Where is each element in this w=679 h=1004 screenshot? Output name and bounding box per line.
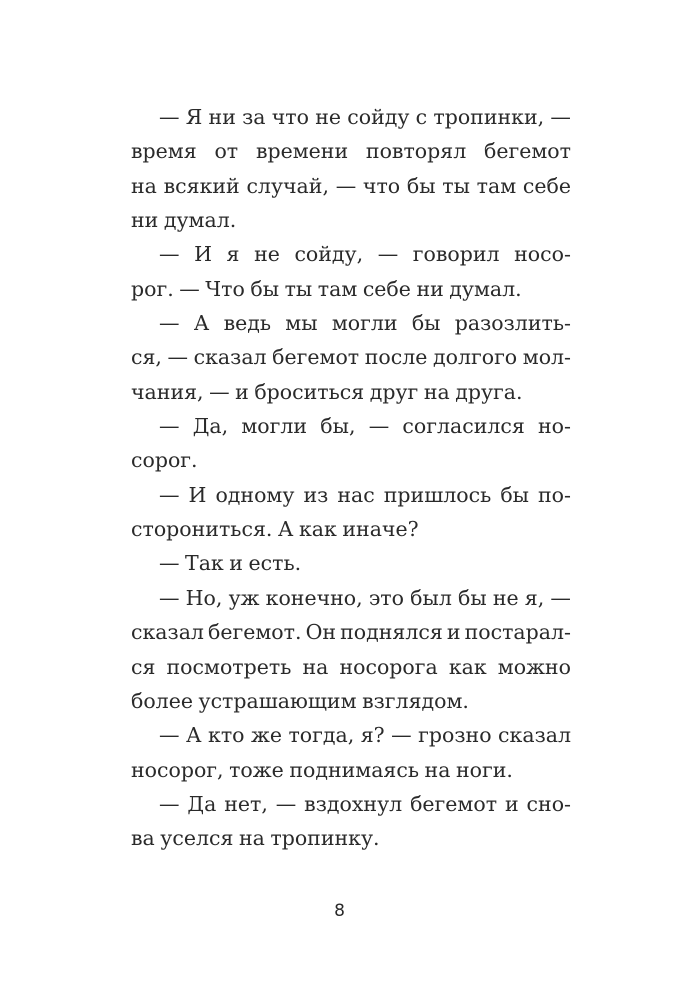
page-number: 8: [334, 901, 345, 921]
word: взглядом.: [362, 688, 469, 713]
word: поднялся: [340, 620, 443, 645]
word: —: [159, 791, 180, 816]
word: себе: [522, 173, 571, 198]
word: времени: [255, 139, 349, 164]
word: бы: [500, 482, 529, 507]
word: носорога: [339, 654, 438, 679]
word: —: [368, 414, 390, 439]
word: броситься: [254, 379, 365, 404]
text-line: [131, 306, 571, 340]
word: это: [368, 585, 404, 610]
word: согласился: [402, 414, 525, 439]
word: по-: [538, 482, 571, 507]
word: на: [423, 379, 450, 404]
word: —: [159, 723, 180, 748]
word: на: [302, 654, 329, 679]
text-line: [131, 237, 571, 271]
word: из: [303, 482, 329, 507]
word: друга.: [455, 379, 523, 404]
word: не: [315, 105, 342, 129]
word: Он: [305, 620, 337, 645]
word: ся: [131, 654, 156, 679]
word: ся,: [131, 345, 162, 370]
text-line: [131, 203, 571, 237]
word: Что: [205, 276, 245, 301]
text-line: [131, 375, 571, 409]
word: грозно: [418, 723, 492, 748]
word: бы: [250, 276, 280, 301]
word: долгого: [433, 345, 518, 370]
text-line: [131, 581, 571, 615]
word: как: [298, 517, 337, 542]
word: бы: [411, 311, 441, 336]
word: А: [277, 517, 294, 542]
word: Но,: [185, 585, 223, 610]
word: ты: [284, 276, 313, 301]
word: посмотреть: [166, 654, 292, 679]
word: не: [254, 242, 280, 267]
text-line: [131, 169, 571, 203]
word: на: [238, 826, 265, 851]
word: с: [415, 105, 428, 129]
word: более: [131, 688, 193, 713]
word: на: [131, 173, 157, 198]
word: —: [159, 105, 180, 129]
word: от: [214, 139, 239, 164]
word: —: [335, 173, 357, 198]
word: себе: [362, 276, 411, 301]
word: бы: [458, 585, 487, 610]
word: ни: [208, 105, 236, 129]
word: устрашающим: [198, 688, 357, 713]
word: рог.: [131, 276, 174, 301]
word: же: [250, 723, 282, 748]
word: И: [188, 482, 207, 507]
word: не: [492, 585, 519, 610]
word: что: [362, 173, 401, 198]
word: тогда,: [288, 723, 355, 748]
word: думал.: [449, 276, 522, 301]
word: —: [209, 379, 230, 404]
word: за: [242, 105, 266, 129]
text-line: [131, 134, 571, 168]
word: бы: [406, 173, 436, 198]
word: одному: [215, 482, 295, 507]
word: и: [235, 379, 249, 404]
word: вздохнул: [304, 791, 403, 816]
word: бегемот: [272, 345, 360, 370]
text-line: [131, 821, 571, 855]
word: тропинку.: [270, 826, 380, 851]
word: —: [159, 551, 180, 576]
word: поднимаясь: [289, 757, 420, 782]
word: И: [194, 242, 212, 267]
word: Да,: [192, 414, 229, 439]
text-line: [131, 546, 571, 580]
word: сказал: [498, 723, 571, 748]
word: носо-: [514, 242, 571, 267]
word: случай,: [246, 173, 329, 198]
word: ноги.: [455, 757, 513, 782]
text-line: [131, 409, 571, 443]
word: повторял: [365, 139, 467, 164]
word: Так: [185, 551, 224, 576]
word: там: [317, 276, 358, 301]
word: пришлось: [383, 482, 492, 507]
text-line: [131, 512, 571, 546]
text-line: [131, 718, 571, 752]
word: —: [159, 482, 180, 507]
word: и: [446, 620, 461, 645]
word: —: [550, 585, 571, 610]
word: конечно,: [265, 585, 363, 610]
word: сно-: [526, 791, 571, 816]
word: —: [391, 723, 412, 748]
text-line: [131, 753, 571, 787]
word: сказал: [193, 345, 267, 370]
word: думал.: [163, 208, 237, 233]
word: говорил: [412, 242, 500, 267]
word: постарал-: [464, 620, 571, 645]
word: ты: [442, 173, 470, 198]
word: ведь: [223, 311, 272, 336]
word: могли: [331, 311, 398, 336]
word: сойду: [347, 105, 410, 129]
text-line: [131, 272, 571, 306]
word: друг: [369, 379, 419, 404]
word: нас: [337, 482, 375, 507]
word: что: [271, 105, 309, 129]
word: —: [275, 791, 297, 816]
word: —: [377, 242, 399, 267]
word: бегемот: [410, 791, 498, 816]
word: носорог,: [131, 757, 224, 782]
word: бегемот.: [208, 620, 302, 645]
word: тропинки,: [433, 105, 545, 129]
word: могли: [241, 414, 308, 439]
word: был: [410, 585, 452, 610]
word: после: [364, 345, 428, 370]
word: всякий: [163, 173, 240, 198]
word: уселся: [160, 826, 234, 851]
word: я: [226, 242, 240, 267]
word: сойду,: [294, 242, 364, 267]
word: ни: [131, 208, 159, 233]
word: там: [476, 173, 517, 198]
word: —: [550, 105, 571, 129]
text-line: [131, 650, 571, 684]
text-line: [131, 443, 571, 477]
word: —: [179, 276, 200, 301]
word: бегемот: [484, 139, 571, 164]
word: и: [504, 791, 519, 816]
word: уж: [228, 585, 260, 610]
word: Я: [185, 105, 203, 129]
word: бы,: [320, 414, 356, 439]
word: нет,: [224, 791, 268, 816]
word: сторониться.: [131, 517, 273, 542]
word: и: [229, 551, 243, 576]
text-line: [131, 100, 571, 134]
word: кто: [208, 723, 245, 748]
word: я?: [360, 723, 385, 748]
word: сорог.: [131, 448, 198, 473]
word: —: [159, 242, 180, 267]
word: А: [193, 311, 210, 336]
word: есть.: [248, 551, 302, 576]
text-line: [131, 787, 571, 821]
word: разозлить-: [454, 311, 571, 336]
word: тоже: [229, 757, 284, 782]
word: иначе?: [342, 517, 419, 542]
word: время: [131, 139, 197, 164]
word: сказал: [131, 620, 204, 645]
word: мол-: [522, 345, 571, 370]
word: —: [159, 311, 180, 336]
word: как: [448, 654, 487, 679]
word: можно: [497, 654, 571, 679]
word: мы: [285, 311, 318, 336]
body-text: [131, 100, 571, 856]
word: на: [424, 757, 451, 782]
word: А: [185, 723, 202, 748]
word: но-: [538, 414, 571, 439]
word: Да: [187, 791, 217, 816]
word: я,: [524, 585, 545, 610]
word: ва: [131, 826, 155, 851]
word: чания,: [131, 379, 204, 404]
text-line: [131, 684, 571, 718]
word: —: [167, 345, 189, 370]
word: —: [159, 414, 180, 439]
text-line: [131, 615, 571, 649]
text-line: [131, 340, 571, 374]
word: ни: [416, 276, 444, 301]
word: —: [159, 585, 180, 610]
text-line: [131, 478, 571, 512]
